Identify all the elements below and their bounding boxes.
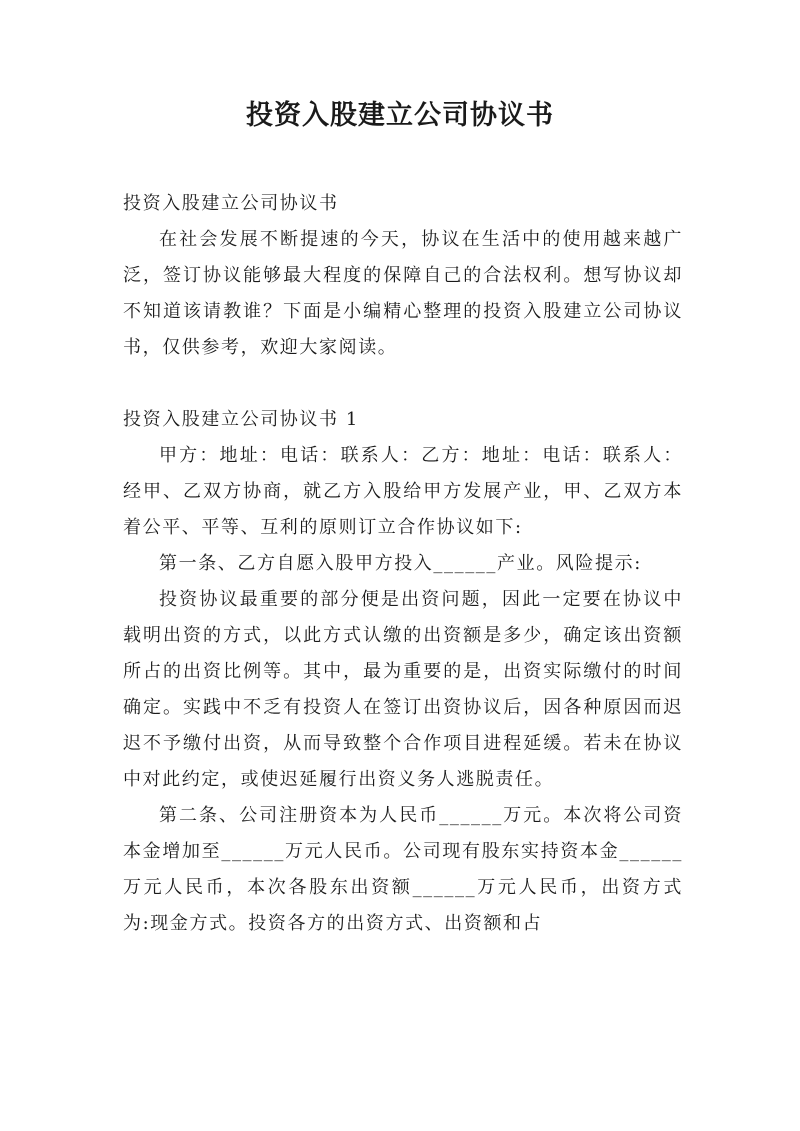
section-heading: 投资入股建立公司协议书 1 xyxy=(123,409,359,430)
paragraph-spacer xyxy=(123,366,683,402)
article-1: 第一条、乙方自愿入股甲方投入______产业。风险提示: xyxy=(159,553,642,574)
article-2: 第二条、公司注册资本为人民币______万元。本次将公司资本金增加至______万元人民币。公司现有股东实持资本金______万元人民币，本次各股东出资额______万元人民币，出资方式为:现金方式。投资各方的出资方式、出资额和占 xyxy=(123,805,683,934)
document-body xyxy=(123,186,683,942)
risk-tip-paragraph: 投资协议最重要的部分便是出资问题，因此一定要在协议中载明出资的方式，以此方式认缴的出资额是多少，确定该出资额所占的出资比例等。其中，最为重要的是，出资实际缴付的时间确定。实践中不乏有投资人在签订出资协议后，因各种原因而迟迟不予缴付出资，从而导致整个合作项目进程延缓。若未在协议中对此约定，或使迟延履行出资义务人逃脱责任。 xyxy=(123,589,683,790)
parties-paragraph: 甲方：地址：电话：联系人：乙方：地址：电话：联系人：经甲、乙双方协商，就乙方入股给甲方发展产业，甲、乙双方本着公平、平等、互利的原则订立合作协议如下: xyxy=(123,445,683,538)
intro-heading: 投资入股建立公司协议书 xyxy=(123,193,339,214)
intro-paragraph: 在社会发展不断提速的今天，协议在生活中的使用越来越广泛，签订协议能够最大程度的保障自己的合法权利。想写协议却不知道该请教谁？下面是小编精心整理的投资入股建立公司协议书，仅供参考，欢迎大家阅读。 xyxy=(123,229,683,358)
page-title: 投资入股建立公司协议书 xyxy=(246,100,554,131)
